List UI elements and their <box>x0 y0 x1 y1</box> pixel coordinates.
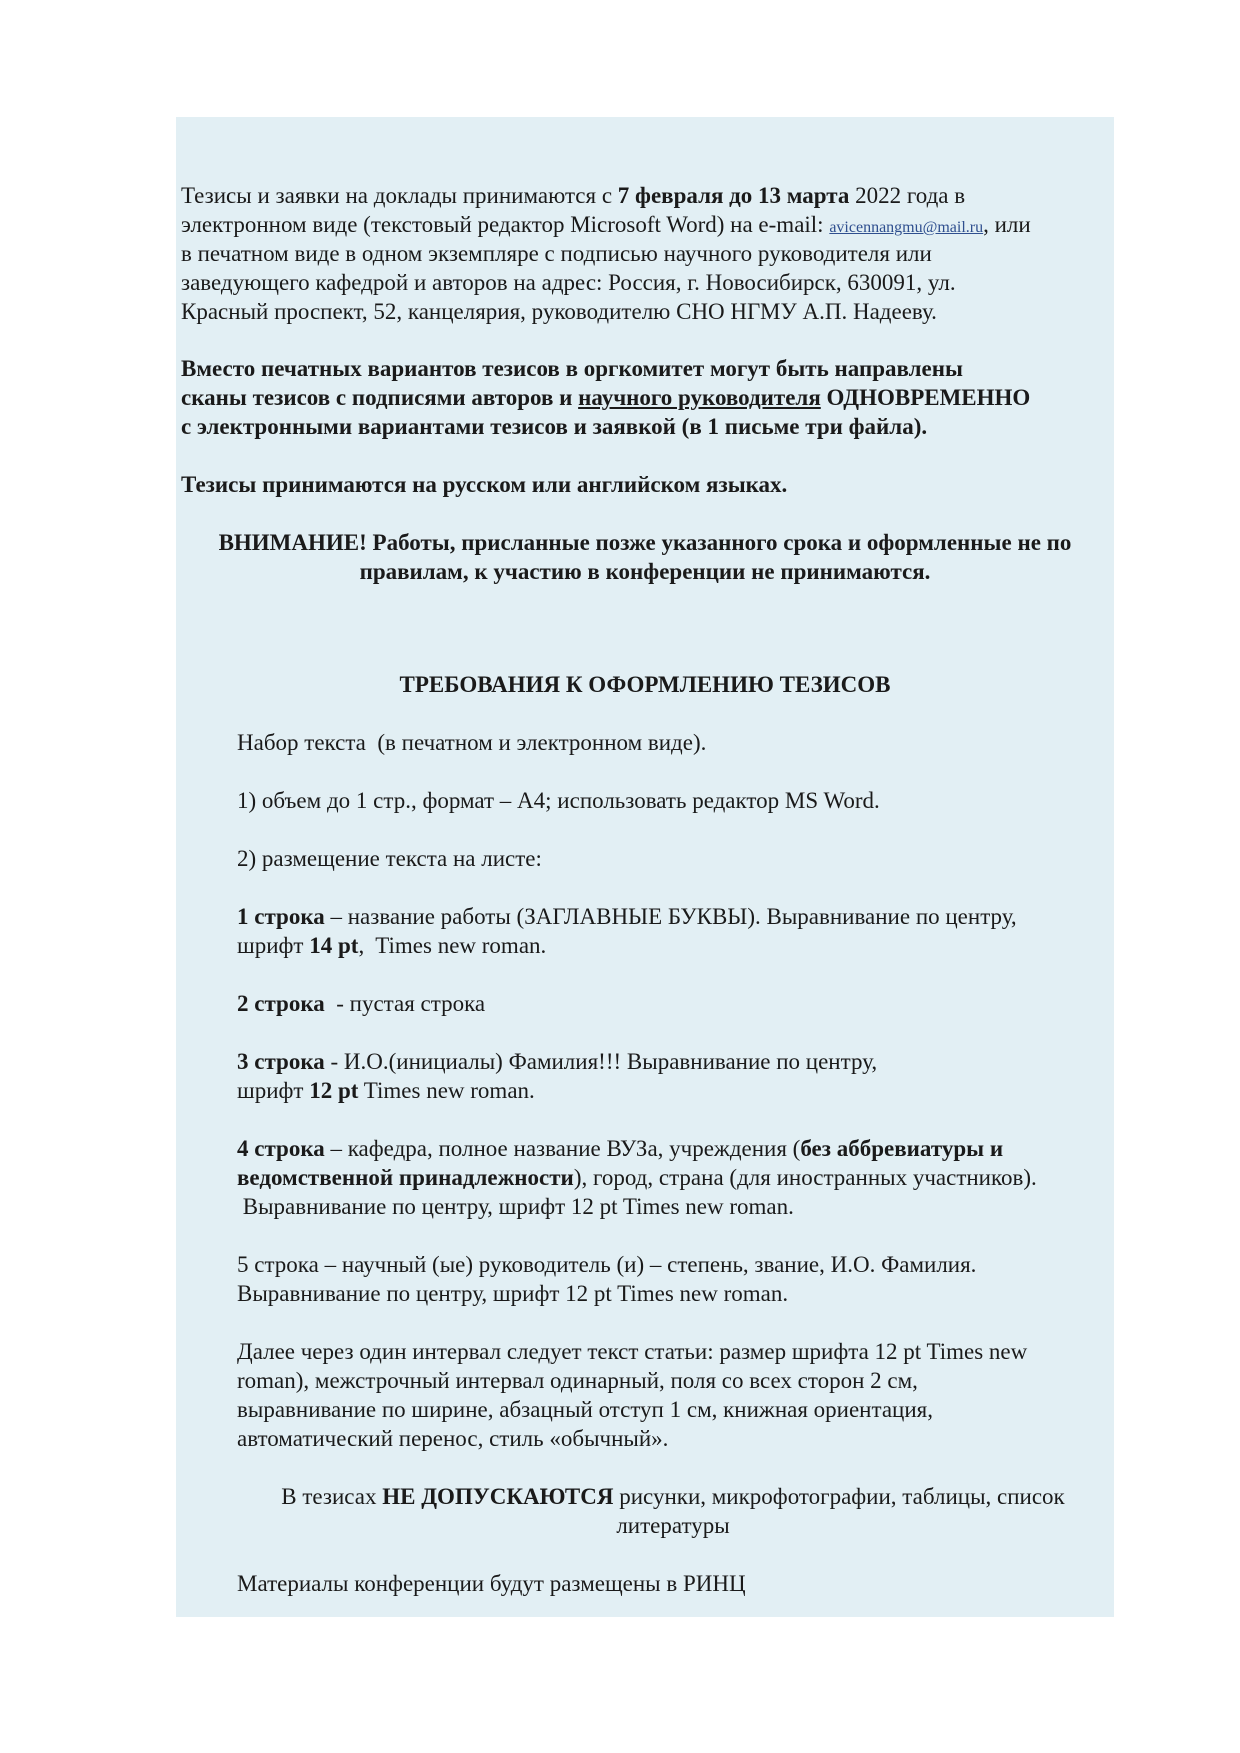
intro-line-4: заведующего кафедрой и авторов на адрес: Россия, г. Новосибирск, 630091, ул. <box>181 270 956 295</box>
supervisor-underlined: научного руководителя <box>578 385 821 410</box>
row2-label: 2 строка <box>237 991 325 1016</box>
row3-line-2 <box>237 1076 535 1105</box>
row5-line-1: 5 строка – научный (ые) руководитель (и) – степень, звание, И.О. Фамилия. <box>237 1252 977 1277</box>
row5-line-2: Выравнивание по центру, шрифт 12 pt Times new roman. <box>237 1281 789 1306</box>
scans-text: сканы тезисов с подписями авторов и <box>181 385 579 410</box>
forbidden-text: рисунки, микрофотографии, таблицы, список <box>613 1484 1065 1509</box>
intro-text: 2022 года в <box>849 183 966 208</box>
intro-line-1 <box>181 181 965 210</box>
row4-text: ), город, страна (для иностранных участников). <box>573 1165 1037 1190</box>
requirement-item-1: 1) объем до 1 стр., формат – А4; использовать редактор MS Word. <box>237 788 880 813</box>
body-rules-line-4: автоматический перенос, стиль «обычный». <box>237 1426 669 1451</box>
warning-line-2: правилам, к участию в конференции не принимаются. <box>359 559 931 584</box>
forbidden-line-1 <box>237 1482 1109 1511</box>
intro-text: электронном виде (текстовый редактор Microsoft Word) на e-mail: <box>181 212 830 237</box>
forbidden-line-2: литературы <box>616 1513 730 1538</box>
body-rules-line-3: выравнивание по ширине, абзацный отступ 1 см, книжная ориентация, <box>237 1397 933 1422</box>
row4-bold-text: ведомственной принадлежности <box>237 1165 574 1190</box>
row3-text: Times new roman. <box>358 1078 535 1103</box>
forbidden-text: В тезисах <box>281 1484 383 1509</box>
requirement-item-2: 2) размещение текста на листе: <box>237 846 542 871</box>
languages-note: Тезисы принимаются на русском или английском языках. <box>181 472 788 497</box>
row4-bold-text: без аббревиатуры и <box>800 1136 1004 1161</box>
row2-text: - пустая строка <box>324 991 486 1016</box>
row4-text: – кафедра, полное название ВУЗа, учреждения ( <box>324 1136 801 1161</box>
row3-line-1 <box>237 1047 877 1076</box>
warning-line-1: ВНИМАНИЕ! Работы, присланные позже указанного срока и оформленные не по <box>218 530 1072 555</box>
row1-text: , Times new roman. <box>358 933 547 958</box>
row1-font-size: 14 pt <box>309 933 359 958</box>
row1-line-1 <box>237 902 1017 931</box>
scans-line-1: Вместо печатных вариантов тезисов в оргкомитет могут быть направлены <box>181 356 963 381</box>
row3-text: шрифт <box>237 1078 310 1103</box>
row1-line-2 <box>237 931 546 960</box>
scans-line-2 <box>181 383 1030 412</box>
row3-font-size: 12 pt <box>309 1078 359 1103</box>
row1-label: 1 строка <box>237 904 325 929</box>
deadline-dates: 7 февраля до 13 марта <box>617 183 850 208</box>
row4-line-3: Выравнивание по центру, шрифт 12 pt Times new roman. <box>237 1194 794 1219</box>
row1-text: шрифт <box>237 933 310 958</box>
row1-text: – название работы (ЗАГЛАВНЫЕ БУКВЫ). Выравнивание по центру, <box>324 904 1017 929</box>
rinc-note: Материалы конференции будут размещены в РИНЦ <box>237 1571 746 1596</box>
intro-line-3: в печатном виде в одном экземпляре с подписью научного руководителя или <box>181 241 932 266</box>
scans-line-3: с электронными вариантами тезисов и заявкой (в 1 письме три файла). <box>181 414 928 439</box>
intro-line-2 <box>181 210 1031 242</box>
row4-line-2 <box>237 1163 1037 1192</box>
intro-text: , или <box>983 212 1031 237</box>
body-rules-line-2: roman), межстрочный интервал одинарный, поля со всех сторон 2 см, <box>237 1368 918 1393</box>
intro-text: Тезисы и заявки на доклады принимаются с <box>181 183 618 208</box>
forbidden-bold: НЕ ДОПУСКАЮТСЯ <box>382 1484 614 1509</box>
row4-label: 4 строка <box>237 1136 325 1161</box>
scans-text: ОДНОВРЕМЕННО <box>820 385 1031 410</box>
row4-line-1 <box>237 1134 1003 1163</box>
row3-label: 3 строка <box>237 1049 325 1074</box>
email-link[interactable]: avicennangmu@mail.ru <box>829 219 984 236</box>
row3-text: - И.О.(инициалы) Фамилия!!! Выравнивание по центру, <box>324 1049 878 1074</box>
body-rules-line-1: Далее через один интервал следует текст статьи: размер шрифта 12 pt Times new <box>237 1339 1028 1364</box>
row2-line <box>237 989 485 1018</box>
intro-line-5: Красный проспект, 52, канцелярия, руководителю СНО НГМУ А.П. Надееву. <box>181 299 937 324</box>
requirements-title: ТРЕБОВАНИЯ К ОФОРМЛЕНИЮ ТЕЗИСОВ <box>399 672 891 697</box>
typing-note: Набор текста (в печатном и электронном виде). <box>237 730 707 755</box>
